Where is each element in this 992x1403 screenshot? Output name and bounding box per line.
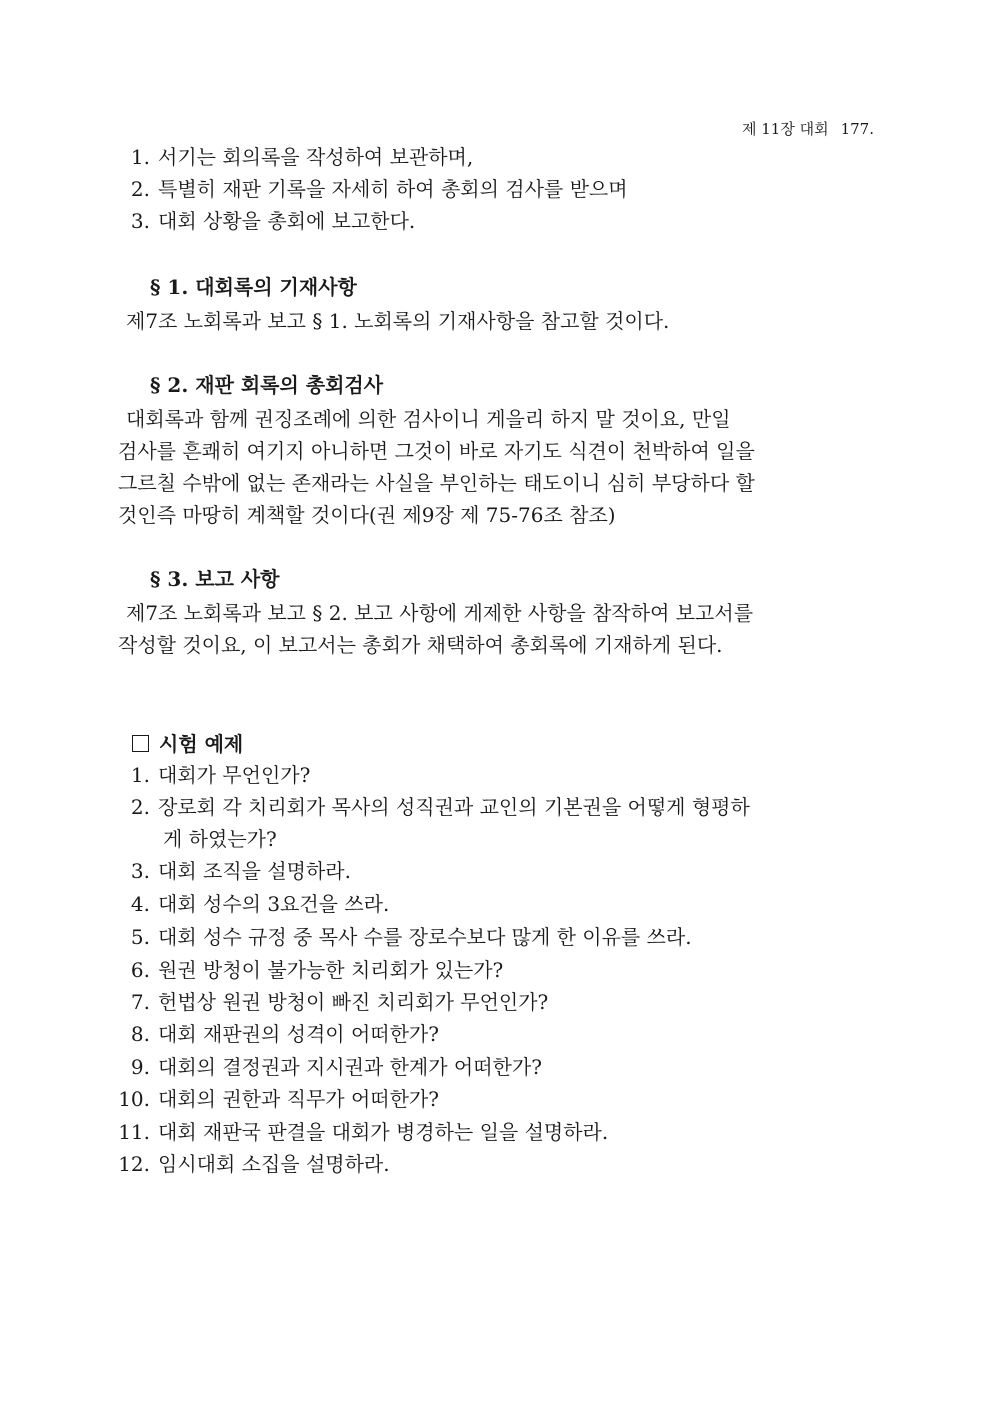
question-number: 12. (118, 1152, 150, 1176)
question-text: 대회의 결정권과 지시권과 한계가 어떠한가? (158, 1055, 542, 1079)
section-body (118, 597, 872, 661)
question-item (130, 759, 311, 791)
question-text: 대회의 권한과 직무가 어떠한가? (158, 1087, 439, 1111)
question-number: 1. (130, 763, 150, 787)
question-text: 대회 조직을 설명하라. (158, 859, 351, 883)
page-header (742, 118, 874, 139)
list-item (130, 141, 474, 173)
list-item (130, 173, 628, 205)
paragraph-line: 작성할 것이요, 이 보고서는 총회가 채택하여 총회록에 기재하게 된다. (118, 633, 723, 657)
list-number: 2. (130, 177, 150, 201)
question-number: 9. (130, 1055, 150, 1079)
question-text: 대회 성수의 3요건을 쓰라. (158, 892, 390, 916)
question-text: 게 하였는가? (163, 827, 277, 851)
question-item (118, 1148, 390, 1180)
question-item (130, 986, 549, 1018)
question-number: 3. (130, 859, 150, 883)
section-heading: § 3. 보고 사항 (150, 567, 280, 591)
question-number: 10. (118, 1087, 150, 1111)
list-number: 1. (130, 145, 150, 169)
list-number: 3. (130, 209, 150, 233)
question-item (118, 1116, 609, 1148)
list-text: 특별히 재판 기록을 자세히 하여 총회의 검사를 받으며 (158, 177, 628, 201)
section-heading: § 1. 대회록의 기재사항 (150, 275, 357, 299)
paragraph-line: 제7조 노회록과 보고 § 2. 보고 사항에 게제한 사항을 참작하여 보고서를 (126, 601, 754, 625)
question-continuation (163, 823, 277, 855)
question-number: 11. (118, 1120, 150, 1144)
paragraph-line: 제7조 노회록과 보고 § 1. 노회록의 기재사항을 참고할 것이다. (126, 309, 670, 333)
question-number: 5. (130, 925, 150, 949)
question-text: 장로회 각 치리회가 목사의 성직권과 교인의 기본권을 어떻게 형평하 (158, 795, 750, 819)
exam-title-text: 시험 예제 (159, 732, 244, 756)
paragraph-line: 그르칠 수밖에 없는 존재라는 사실을 부인하는 태도이니 심히 부당하다 할 (118, 471, 755, 495)
question-number: 8. (130, 1022, 150, 1046)
question-number: 4. (130, 892, 150, 916)
question-text: 임시대회 소집을 설명하라. (158, 1152, 390, 1176)
paragraph-line: 것인즉 마땅히 계책할 것이다(권 제9장 제 75-76조 참조) (118, 503, 616, 527)
paragraph-line: 검사를 흔쾌히 여기지 아니하면 그것이 바로 자기도 식견이 천박하여 일을 (118, 439, 755, 463)
exam-title (132, 728, 243, 760)
question-text: 원권 방청이 불가능한 치리회가 있는가? (158, 958, 504, 982)
question-number: 2. (130, 795, 150, 819)
question-item (118, 1083, 439, 1115)
list-item (130, 205, 416, 237)
section-body (118, 305, 872, 337)
question-item (130, 791, 750, 823)
section-heading: § 2. 재판 회록의 총회검사 (150, 373, 384, 397)
question-item (130, 954, 504, 986)
section-body (118, 403, 872, 531)
page-number: 177. (840, 120, 874, 138)
list-text: 서기는 회의록을 작성하여 보관하며, (158, 145, 474, 169)
checkbox-square-icon (132, 735, 149, 752)
question-number: 6. (130, 958, 150, 982)
question-number: 7. (130, 990, 150, 1014)
paragraph-line: 대회록과 함께 권징조례에 의한 검사이니 게을리 하지 말 것이요, 만일 (126, 407, 731, 431)
question-item (130, 888, 390, 920)
question-item (130, 921, 692, 953)
question-text: 대회 재판권의 성격이 어떠한가? (158, 1022, 439, 1046)
question-text: 대회 성수 규정 중 목사 수를 장로수보다 많게 한 이유를 쓰라. (158, 925, 692, 949)
question-item (130, 1051, 542, 1083)
question-item (130, 1018, 439, 1050)
question-text: 대회가 무언인가? (158, 763, 311, 787)
question-text: 대회 재판국 판결을 대회가 병경하는 일을 설명하라. (158, 1120, 609, 1144)
chapter-label: 제 11장 대회 (742, 120, 829, 138)
list-text: 대회 상황을 총회에 보고한다. (158, 209, 416, 233)
question-text: 헌법상 원권 방청이 빠진 치리회가 무언인가? (158, 990, 549, 1014)
question-item (130, 855, 351, 887)
